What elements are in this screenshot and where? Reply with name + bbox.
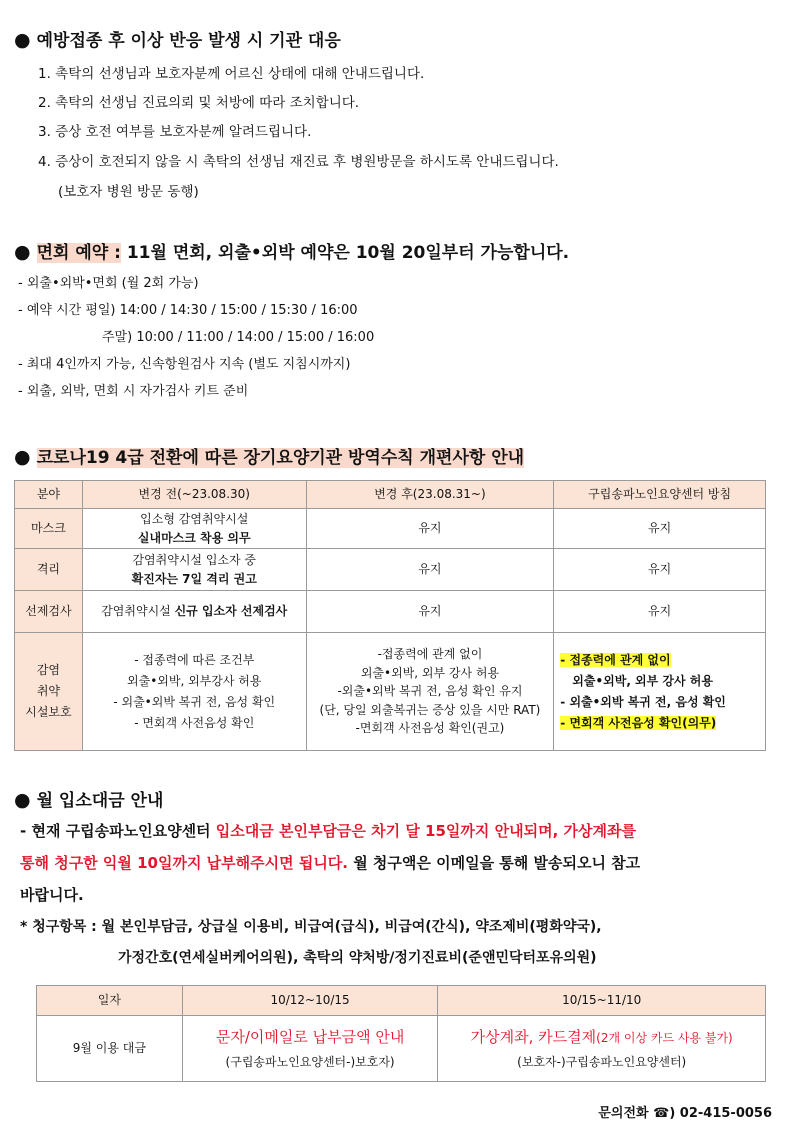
before-line: - 면회객 사전음성 확인 xyxy=(134,715,255,730)
text-red: 통해 청구한 익월 10일까지 납부해주시면 됩니다. xyxy=(20,854,348,872)
after-cell: 유지 xyxy=(306,591,554,633)
row-label xyxy=(15,633,83,751)
header-cell: 10/12~10/15 xyxy=(182,986,438,1016)
payment-note-text: (2개 이상 카드 사용 불가) xyxy=(596,1030,733,1045)
before-cell xyxy=(82,591,306,633)
section1-heading xyxy=(14,26,341,51)
after-cell: 유지 xyxy=(306,549,554,591)
section2-title-rest: 11월 면회, 외출•외박 예약은 10월 20일부터 가능합니다. xyxy=(126,243,570,263)
section2-line-2: - 예약 시간 평일) 14:00 / 14:30 / 15:00 / 15:30 / 16:00 xyxy=(18,303,358,318)
after-cell: 유지 xyxy=(306,509,554,549)
after-line: -접종력에 관계 없이 xyxy=(377,647,483,662)
header-cell: 변경 후(23.08.31~) xyxy=(306,481,554,509)
after-line: -면회객 사전음성 확인(권고) xyxy=(355,721,505,736)
label-line: 시설보호 xyxy=(25,705,72,719)
policy-cell xyxy=(554,633,766,751)
bullet-icon: ● xyxy=(14,789,31,811)
section2-title-label: 면회 예약 : xyxy=(36,243,121,263)
table-header-row xyxy=(37,986,766,1016)
policy-cell: 유지 xyxy=(554,591,766,633)
section1-title: 예방접종 후 이상 반응 발생 시 기관 대응 xyxy=(36,31,341,51)
section2-line-3: 주말) 10:00 / 11:00 / 14:00 / 15:00 / 16:00 xyxy=(102,330,375,345)
section4-paragraph-line-3: 바랍니다. xyxy=(20,886,84,904)
label-line: 감염 xyxy=(36,663,61,677)
text-red: 입소대금 본인부담금은 차기 달 15일까지 안내되며, 가상계좌를 xyxy=(215,822,636,840)
policy-line: 외출•외박, 외부 강사 허용 xyxy=(572,673,713,688)
phone-icon: ☎) xyxy=(653,1106,676,1121)
section3-heading xyxy=(14,443,524,468)
header-cell: 변경 전(~23.08.30) xyxy=(82,481,306,509)
before-line: - 외출•외박 복귀 전, 음성 확인 xyxy=(113,694,276,709)
section2-line-1: - 외출•외박•면회 (월 2회 가능) xyxy=(18,276,199,291)
bullet-icon: ● xyxy=(14,29,31,51)
before-text-bold: 신규 입소자 선제검사 xyxy=(174,604,288,619)
policy-line-highlight: - 면회객 사전음성 확인(의무) xyxy=(560,715,717,730)
contact-label: 문의전화 xyxy=(598,1106,649,1121)
contact-number: 02-415-0056 xyxy=(679,1106,772,1121)
payment-cell-2 xyxy=(438,1016,766,1082)
direction-text: (구립송파노인요양센터-)보호자) xyxy=(225,1054,395,1069)
row-label: 마스크 xyxy=(15,509,83,549)
section1-item-1: 1. 촉탁의 선생님과 보호자분께 어르신 상태에 대해 안내드립니다. xyxy=(38,66,425,82)
table-row xyxy=(15,549,766,591)
before-line: 외출•외박, 외부강사 허용 xyxy=(127,673,262,688)
label-line: 취약 xyxy=(36,684,61,698)
table-row xyxy=(15,633,766,751)
payment-cell-1 xyxy=(182,1016,438,1082)
quarantine-rules-table xyxy=(14,480,766,751)
direction-text: (보호자-)구립송파노인요양센터) xyxy=(517,1054,687,1069)
table-row xyxy=(37,1016,766,1082)
row-label: 9월 이용 대금 xyxy=(37,1016,183,1082)
section3-title: 코로나19 4급 전환에 따른 장기요양기관 방역수칙 개편사항 안내 xyxy=(36,448,525,468)
policy-line-highlight: - 접종력에 관계 없이 xyxy=(560,652,671,667)
section1-note: (보호자 병원 방문 동행) xyxy=(58,184,199,200)
before-line: 감염취약시설 입소자 중 xyxy=(132,552,257,567)
after-line: -외출•외박 복귀 전, 음성 확인 유지 xyxy=(337,684,523,699)
section4-paragraph-line-2 xyxy=(20,852,640,873)
policy-line: - 외출•외박 복귀 전, 음성 확인 xyxy=(560,694,726,709)
contact-phone xyxy=(598,1102,772,1121)
row-label: 격리 xyxy=(15,549,83,591)
section1-item-2: 2. 촉탁의 선생님 진료의뢰 및 처방에 따라 조치합니다. xyxy=(38,95,360,111)
payment-table xyxy=(36,985,766,1082)
section2-line-5: - 외출, 외박, 면회 시 자가검사 키트 준비 xyxy=(18,384,249,399)
section4-title: 월 입소대금 안내 xyxy=(36,791,164,811)
header-cell: 10/15~11/10 xyxy=(438,986,766,1016)
text: 월 청구액은 이메일을 통해 발송되오니 참고 xyxy=(348,854,641,872)
before-cell xyxy=(82,633,306,751)
section4-paragraph-line-1 xyxy=(20,820,636,841)
bullet-icon: ● xyxy=(14,446,31,468)
text: - 현재 구립송파노인요양센터 xyxy=(20,822,216,840)
notice-text: 문자/이메일로 납부금액 안내 xyxy=(215,1027,405,1046)
policy-cell: 유지 xyxy=(554,509,766,549)
header-cell: 구립송파노인요양센터 방침 xyxy=(554,481,766,509)
after-line: 외출•외박, 외부 강사 허용 xyxy=(360,665,500,680)
after-line: (단, 당일 외출복귀는 증상 있을 시만 RAT) xyxy=(319,702,541,717)
before-line-bold: 확진자는 7일 격리 권고 xyxy=(131,571,257,586)
row-label: 선제검사 xyxy=(15,591,83,633)
header-cell: 분야 xyxy=(15,481,83,509)
section1-item-4: 4. 증상이 호전되지 않을 시 촉탁의 선생님 재진료 후 병원방문을 하시도록 안내드립니다. xyxy=(38,154,559,170)
section1-item-3: 3. 증상 호전 여부를 보호자분께 알려드립니다. xyxy=(38,124,312,140)
section2-heading xyxy=(14,238,569,263)
table-row xyxy=(15,591,766,633)
claim-items-line-2: 가정간호(연세실버케어의원), 촉탁의 약처방/정기진료비(준앤민닥터포유의원) xyxy=(118,950,597,966)
claim-items-line-1: * 청구항목 : 월 본인부담금, 상급실 이용비, 비급여(급식), 비급여(간식), 약조제비(평화약국), xyxy=(20,919,602,935)
before-line: - 접종력에 따른 조건부 xyxy=(134,652,255,667)
section4-heading xyxy=(14,786,163,811)
table-header-row xyxy=(15,481,766,509)
before-text: 감염취약시설 xyxy=(101,604,175,619)
bullet-icon: ● xyxy=(14,241,31,263)
table-row xyxy=(15,509,766,549)
after-cell xyxy=(306,633,554,751)
before-line: 입소형 감염취약시설 xyxy=(140,511,249,526)
before-cell xyxy=(82,509,306,549)
section2-line-4: - 최대 4인까지 가능, 신속항원검사 지속 (별도 지침시까지) xyxy=(18,357,351,372)
before-line-bold: 실내마스크 착용 의무 xyxy=(137,530,251,545)
before-cell xyxy=(82,549,306,591)
policy-cell: 유지 xyxy=(554,549,766,591)
header-cell: 일자 xyxy=(37,986,183,1016)
payment-method-text: 가상계좌, 카드결제 xyxy=(470,1027,597,1046)
